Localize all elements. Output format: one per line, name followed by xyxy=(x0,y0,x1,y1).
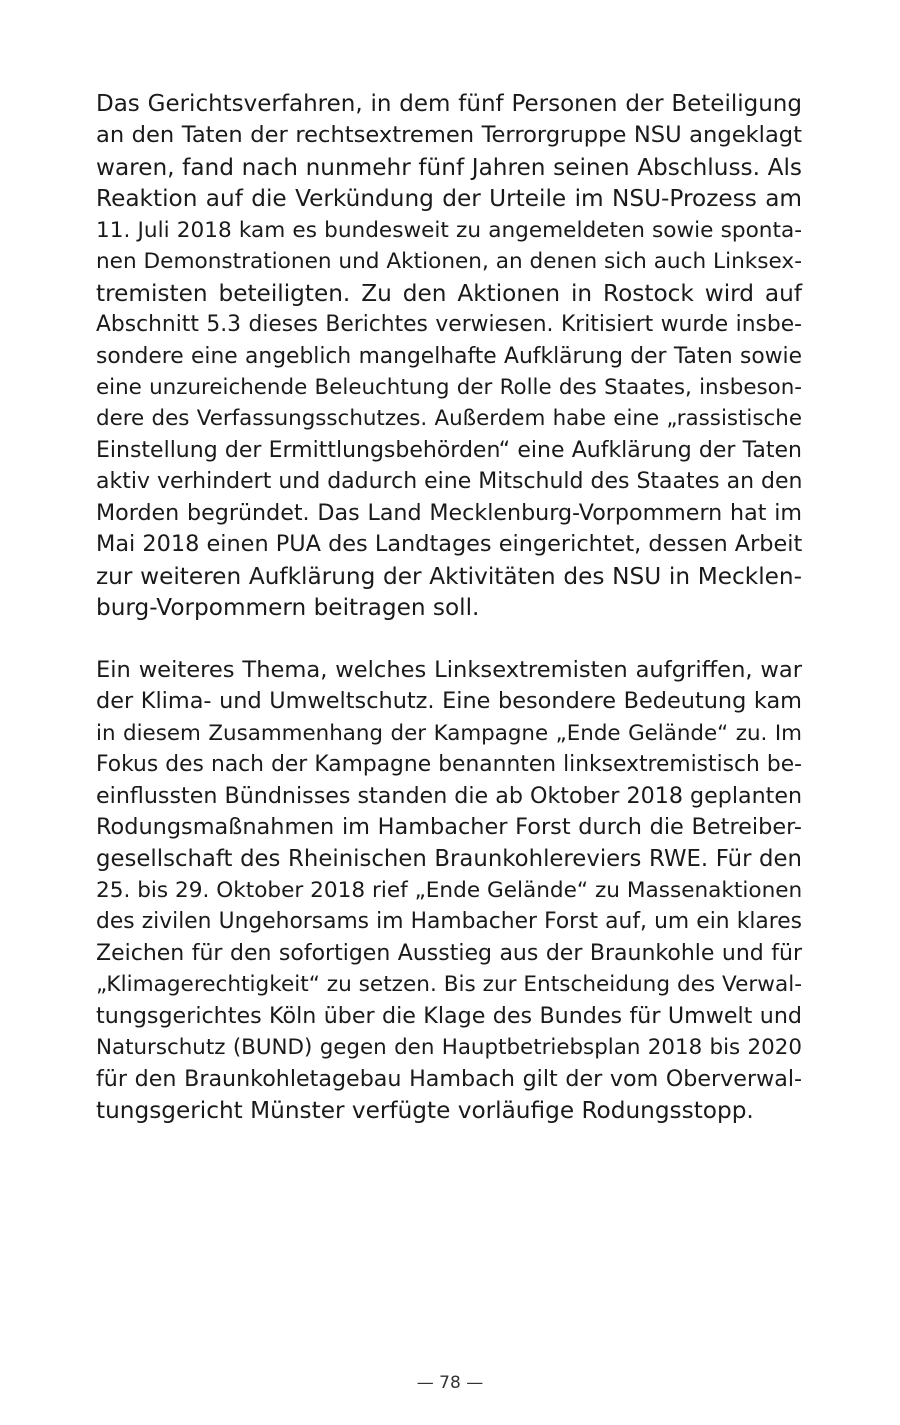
text-line: für den Braunkohletagebau Hambach gilt der vom Oberverwal- xyxy=(96,1065,802,1092)
page-number: — 78 — xyxy=(416,1373,484,1393)
text-line: sondere eine angeblich mangelhafte Aufklärung der Taten sowie xyxy=(96,343,802,369)
text-line: Fokus des nach der Kampagne benannten linksextremistisch be- xyxy=(96,752,802,778)
paragraph-climate-protest xyxy=(96,655,802,1127)
text-line: Einstellung der Ermittlungsbehörden“ eine Aufklärung der Taten xyxy=(96,437,802,463)
text-line: Ein weiteres Thema, welches Linksextremisten aufgriffen, war xyxy=(96,656,802,683)
text-line: 25. bis 29. Oktober 2018 rief „Ende Gelände“ zu Massenaktionen xyxy=(96,877,803,903)
text-line: einflussten Bündnisses standen die ab Oktober 2018 geplanten xyxy=(96,782,803,809)
text-line: waren, fand nach nunmehr fünf Jahren seinen Abschluss. Als xyxy=(96,153,802,181)
text-line: gesellschaft des Rheinischen Braunkohlereviers RWE. Für den xyxy=(96,845,802,872)
text-line: nen Demonstrationen und Aktionen, an denen sich auch Linksex- xyxy=(96,249,802,275)
text-line: Abschnitt 5.3 dieses Berichtes verwiesen. Kritisiert wurde insbe- xyxy=(96,312,802,338)
text-line: tungsgerichtes Köln über die Klage des Bundes für Umwelt und xyxy=(96,1002,802,1029)
text-line: der Klima- und Umweltschutz. Eine besondere Bedeutung kam xyxy=(96,688,802,715)
text-line: tremisten beteiligten. Zu den Aktionen in Rostock wird auf xyxy=(96,279,802,307)
text-line: 11. Juli 2018 kam es bundesweit zu angemeldeten sowie sponta- xyxy=(96,217,802,243)
text-line: in diesem Zusammenhang der Kampagne „Ende Gelände“ zu. Im xyxy=(96,720,802,746)
document-body xyxy=(96,89,802,1126)
text-line: aktiv verhindert und dadurch eine Mitschuld des Staates an den xyxy=(96,469,803,495)
paragraph-gap xyxy=(96,623,802,654)
text-line: an den Taten der rechtsextremen Terrorgruppe NSU angeklagt xyxy=(96,122,802,149)
text-line: eine unzureichende Beleuchtung der Rolle des Staates, insbeson- xyxy=(96,374,802,400)
text-line: tungsgericht Münster verfügte vorläufige Rodungsstopp. xyxy=(96,1097,754,1124)
text-line: Reaktion auf die Verkündung der Urteile im NSU-Prozess am xyxy=(96,185,802,213)
text-line: dere des Verfassungsschutzes. Außerdem habe eine „rassistische xyxy=(96,406,802,432)
text-line: Mai 2018 einen PUA des Landtages eingerichtet, dessen Arbeit xyxy=(96,531,803,558)
text-line: Das Gerichtsverfahren, in dem fünf Personen der Beteiligung xyxy=(96,91,802,117)
text-line: Rodungsmaßnahmen im Hambacher Forst durch die Betreiber- xyxy=(96,814,802,841)
paragraph-nsu-trial xyxy=(96,89,802,623)
text-line: Zeichen für den sofortigen Ausstieg aus der Braunkohle und für xyxy=(96,940,802,966)
text-line: Naturschutz (BUND) gegen den Hauptbetriebsplan 2018 bis 2020 xyxy=(96,1035,802,1061)
text-line: des zivilen Ungehorsams im Hambacher Forst auf, um ein klares xyxy=(96,909,802,935)
text-line: Morden begründet. Das Land Mecklenburg-Vorpommern hat im xyxy=(96,499,802,526)
text-line: burg-Vorpommern beitragen soll. xyxy=(96,594,480,621)
text-line: „Klimagerechtigkeit“ zu setzen. Bis zur Entscheidung des Verwal- xyxy=(96,972,802,998)
text-line: zur weiteren Aufklärung der Aktivitäten des NSU in Mecklen- xyxy=(96,562,802,590)
